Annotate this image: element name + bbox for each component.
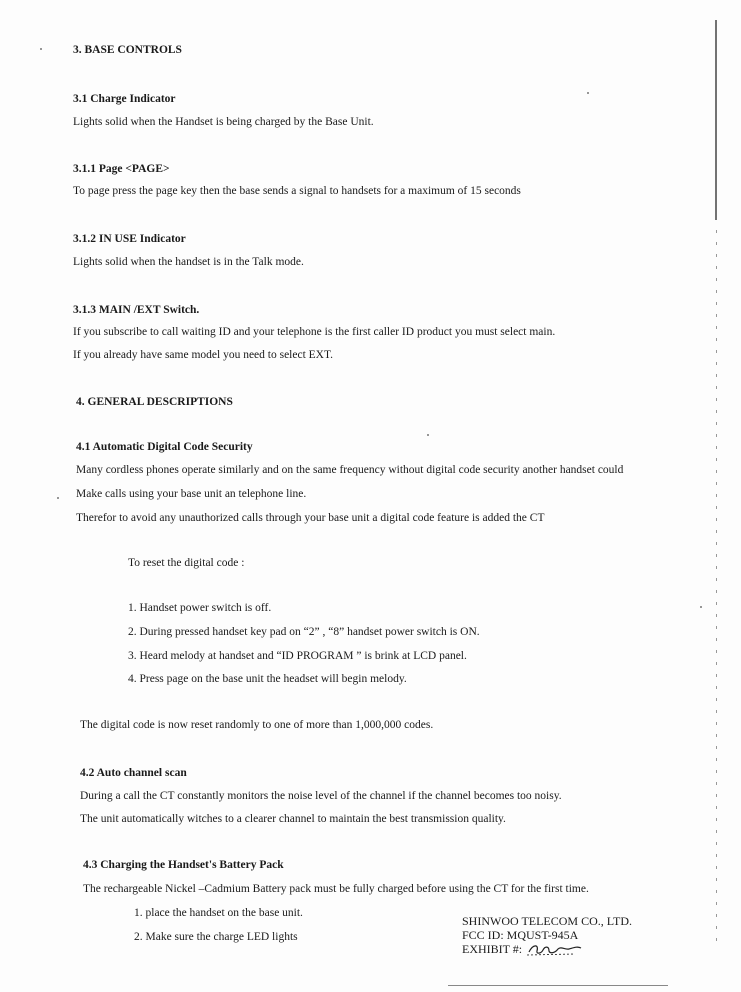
- section-4-1-text-3: Therefor to avoid any unauthorized calls through your base unit a digital code feature is added the CT: [76, 512, 545, 524]
- company-name: SHINWOO TELECOM CO., LTD.: [462, 914, 632, 928]
- scan-speck: [587, 92, 589, 94]
- section-3-heading: 3. BASE CONTROLS: [73, 44, 182, 56]
- scan-speck: [700, 606, 702, 608]
- reset-step: 3. Heard melody at handset and “ID PROGRAM ” is brink at LCD panel.: [128, 650, 467, 662]
- section-4-2-text-2: The unit automatically witches to a clearer channel to maintain the best transmission quality.: [80, 813, 506, 825]
- section-4-3-heading: 4.3 Charging the Handset's Battery Pack: [83, 859, 284, 871]
- scan-edge-dots: [716, 230, 717, 950]
- bottom-rule: [448, 985, 668, 986]
- section-3-1-text: Lights solid when the Handset is being charged by the Base Unit.: [73, 116, 374, 128]
- reset-step: 1. Handset power switch is off.: [128, 602, 272, 614]
- section-4-2-heading: 4.2 Auto channel scan: [80, 767, 187, 779]
- scan-speck: [57, 497, 59, 499]
- section-4-1-heading: 4.1 Automatic Digital Code Security: [76, 441, 253, 453]
- handwritten-exhibit-number: [525, 942, 583, 956]
- exhibit-label: EXHIBIT #:: [462, 942, 523, 956]
- section-3-1-heading: 3.1 Charge Indicator: [73, 93, 176, 105]
- charge-step: 2. Make sure the charge LED lights: [134, 931, 298, 943]
- exhibit-line: [462, 942, 632, 956]
- section-3-1-3-heading: 3.1.3 MAIN /EXT Switch.: [73, 304, 200, 316]
- section-3-1-1-heading: 3.1.1 Page <PAGE>: [73, 163, 170, 175]
- section-4-1-text-1: Many cordless phones operate similarly and on the same frequency without digital code security another handset could: [76, 464, 624, 476]
- exhibit-footer: [462, 914, 632, 956]
- scan-speck: [427, 434, 429, 436]
- section-3-1-2-heading: 3.1.2 IN USE Indicator: [73, 233, 186, 245]
- reset-intro: To reset the digital code :: [128, 557, 245, 569]
- reset-step: 4. Press page on the base unit the headset will begin melody.: [128, 673, 407, 685]
- section-4-1-text-2: Make calls using your base unit an telephone line.: [76, 488, 307, 500]
- section-4-2-text-1: During a call the CT constantly monitors the noise level of the channel if the channel becomes too noisy.: [80, 790, 562, 802]
- section-3-1-3-text-1: If you subscribe to call waiting ID and your telephone is the first caller ID product you must select main.: [73, 326, 556, 338]
- section-4-3-text: The rechargeable Nickel –Cadmium Battery pack must be fully charged before using the CT for the first time.: [83, 883, 589, 895]
- section-4-heading: 4. GENERAL DESCRIPTIONS: [76, 396, 233, 408]
- reset-step: 2. During pressed handset key pad on “2” , “8” handset power switch is ON.: [128, 626, 480, 638]
- reset-result: The digital code is now reset randomly to one of more than 1,000,000 codes.: [80, 719, 434, 731]
- section-3-1-2-text: Lights solid when the handset is in the Talk mode.: [73, 256, 304, 268]
- fcc-id: FCC ID: MQUST-945A: [462, 928, 579, 942]
- section-3-1-1-text: To page press the page key then the base sends a signal to handsets for a maximum of 15 seconds: [73, 185, 521, 197]
- section-3-1-3-text-2: If you already have same model you need to select EXT.: [73, 349, 334, 361]
- scan-edge-mark: [715, 20, 717, 220]
- charge-step: 1. place the handset on the base unit.: [134, 907, 303, 919]
- scan-speck: [40, 48, 42, 50]
